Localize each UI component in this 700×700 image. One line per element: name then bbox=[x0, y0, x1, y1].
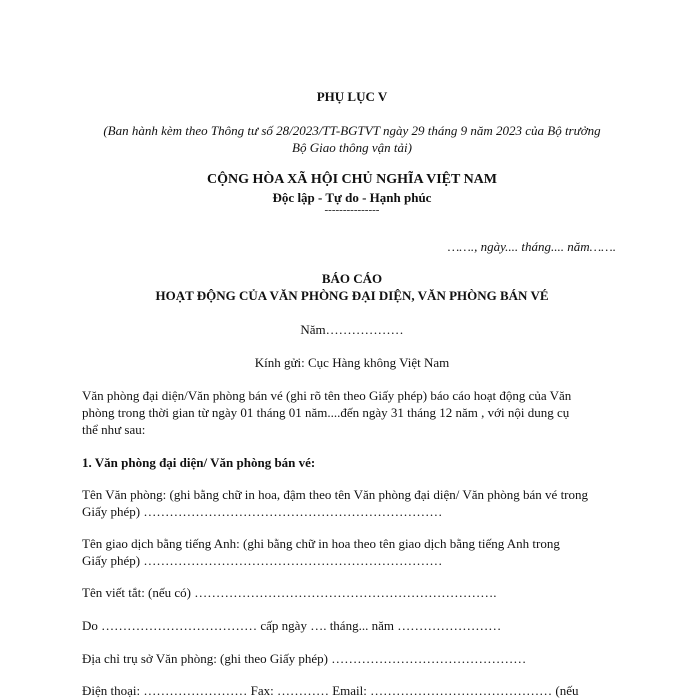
english-name-line2: Giấy phép) …………………………………………………………… bbox=[82, 553, 443, 568]
english-name-line1: Tên giao dịch bằng tiếng Anh: (ghi bằng chữ in hoa theo tên giao dịch bằng tiếng Anh trong bbox=[82, 536, 560, 551]
issued-by-line: Do ……………………………… cấp ngày …. tháng... năm …………………… bbox=[82, 618, 502, 633]
intro-line3: thể như sau: bbox=[82, 422, 146, 437]
report-title: BÁO CÁO bbox=[321, 271, 383, 286]
issued-note-line2: Bộ Giao thông vận tải) bbox=[292, 140, 412, 155]
document-page bbox=[82, 0, 622, 700]
motto-separator: --------------- bbox=[324, 204, 380, 216]
contact-line: Điện thoại: …………………… Fax: ………… Email: …………………………………… (nếu bbox=[82, 683, 579, 698]
appendix-title: PHỤ LỤC V bbox=[316, 89, 388, 104]
issued-note-line1: (Ban hành kèm theo Thông tư số 28/2023/TT-BGTVT ngày 29 tháng 9 năm 2023 của Bộ trưởng bbox=[103, 123, 601, 138]
report-year: Năm……………… bbox=[300, 322, 404, 337]
office-name-line2: Giấy phép) …………………………………………………………… bbox=[82, 504, 443, 519]
address-line: Địa chỉ trụ sở Văn phòng: (ghi theo Giấy phép) ……………………………………… bbox=[82, 651, 527, 666]
recipient: Kính gửi: Cục Hàng không Việt Nam bbox=[254, 355, 450, 370]
nation-title: CỘNG HÒA XÃ HỘI CHỦ NGHĨA VIỆT NAM bbox=[206, 172, 497, 187]
report-subtitle: HOẠT ĐỘNG CỦA VĂN PHÒNG ĐẠI DIỆN, VĂN PHÒNG BÁN VÉ bbox=[155, 288, 549, 303]
abbreviation-line: Tên viết tắt: (nếu có) ……………………………………………………………. bbox=[82, 585, 497, 600]
intro-line1: Văn phòng đại diện/Văn phòng bán vé (ghi rõ tên theo Giấy phép) báo cáo hoạt động của Văn bbox=[82, 388, 572, 403]
date-line: ……., ngày.... tháng.... năm……. bbox=[447, 239, 616, 254]
section1-heading: 1. Văn phòng đại diện/ Văn phòng bán vé: bbox=[82, 455, 316, 470]
office-name-line1: Tên Văn phòng: (ghi bằng chữ in hoa, đậm theo tên Văn phòng đại diện/ Văn phòng bán vé trong bbox=[82, 487, 589, 502]
intro-line2: phòng trong thời gian từ ngày 01 tháng 01 năm....đến ngày 31 tháng 12 năm , với nội dung cụ bbox=[82, 405, 570, 420]
motto: Độc lập - Tự do - Hạnh phúc bbox=[272, 190, 432, 205]
